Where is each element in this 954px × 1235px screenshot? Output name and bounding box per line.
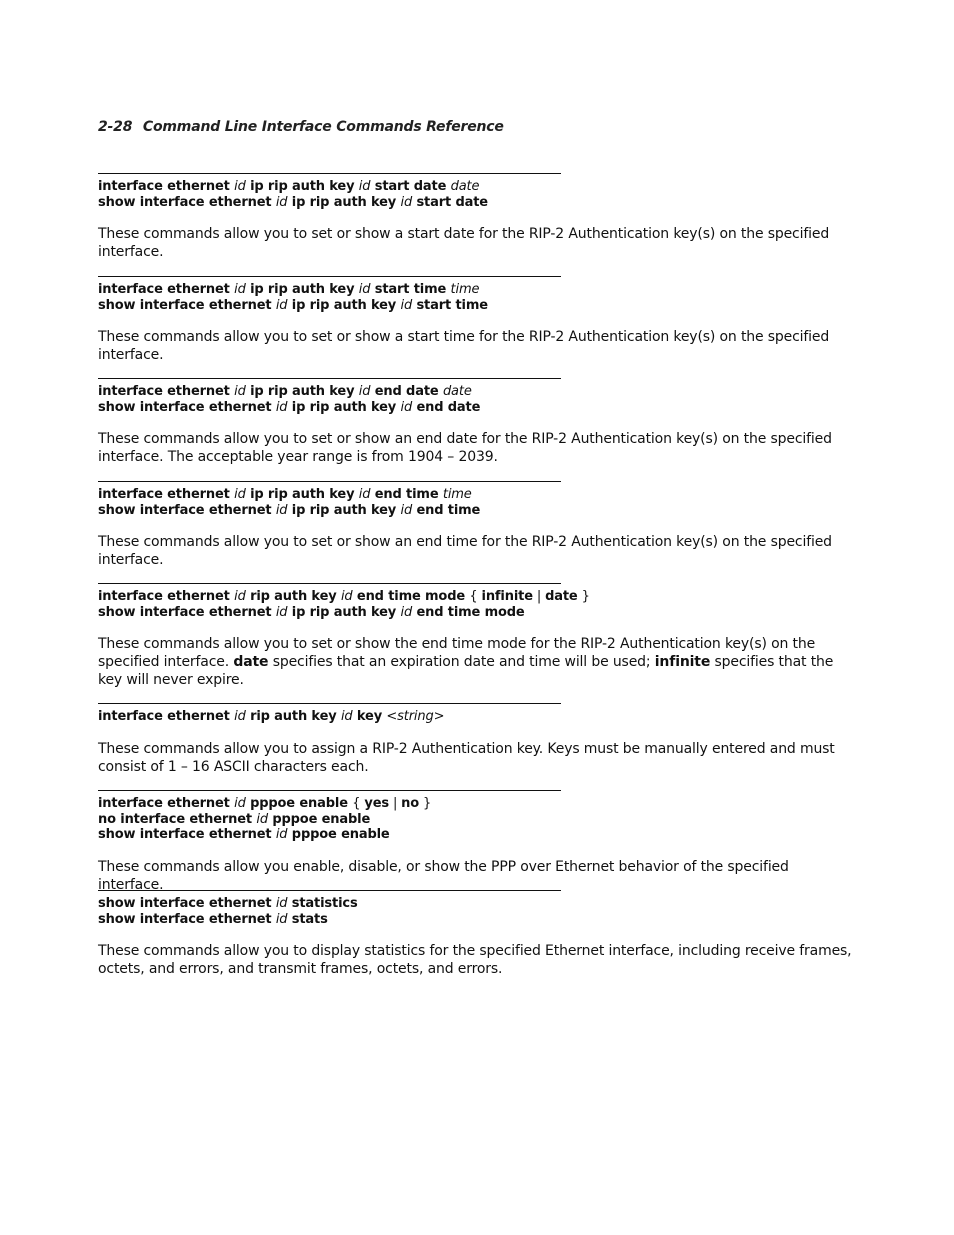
keyword-text: start time [412, 297, 488, 313]
command-line [98, 812, 858, 828]
keyword-text: interface ethernet [98, 179, 235, 194]
keyword-text: ip rip auth key [287, 604, 401, 620]
keyword-text: end time [370, 487, 443, 502]
command-syntax [98, 179, 858, 210]
keyword-text: ip rip auth key [287, 502, 401, 518]
command-description [98, 430, 858, 466]
keyword-text: show interface ethernet [98, 297, 276, 313]
keyword-text: ip rip auth key [245, 487, 359, 502]
command-entry [98, 276, 858, 364]
command-entry [98, 378, 858, 466]
keyword-text: interface ethernet [98, 796, 235, 811]
body-text: These commands allow you to assign a RIP-2 Authentication key. Keys must be manually entered and must consist of 1 – 16 ASCII characters each. [98, 740, 835, 775]
keyword-text: date [233, 654, 269, 671]
command-entry [98, 790, 858, 894]
parameter-text: id [400, 194, 413, 210]
parameter-text: id [358, 179, 371, 194]
parameter-text: id [234, 384, 246, 399]
punctuation-text: } [419, 796, 432, 811]
section-rule [98, 890, 561, 891]
body-text: These commands allow you enable, disable, or show the PPP over Ethernet behavior of the specified interface. [98, 858, 789, 893]
keyword-text: start date [412, 194, 488, 210]
parameter-text: date [450, 179, 480, 194]
command-line [98, 796, 858, 812]
keyword-text: pppoe enable [287, 827, 390, 843]
parameter-text: time [450, 282, 480, 297]
punctuation-text: | [388, 796, 402, 811]
command-line [98, 179, 858, 195]
keyword-text: ip rip auth key [245, 282, 359, 297]
keyword-text: interface ethernet [98, 589, 235, 604]
section-rule [98, 583, 561, 584]
parameter-text: id [358, 487, 371, 502]
command-entry [98, 703, 858, 776]
command-entry [98, 583, 858, 689]
parameter-text: id [234, 487, 246, 502]
parameter-text: id [234, 709, 246, 724]
parameter-text: id [275, 194, 288, 210]
keyword-text: end date [412, 399, 481, 415]
command-syntax [98, 282, 858, 313]
body-text: These commands allow you to display statistics for the specified Ethernet interface, including receive frames, octets, and errors, and transmit frames, octets, and errors. [98, 943, 852, 978]
command-line [98, 827, 858, 843]
command-line [98, 709, 858, 725]
body-text: These commands allow you to set or show a start time for the RIP-2 Authentication key(s) on the specified interface. [98, 329, 830, 364]
keyword-text: interface ethernet [98, 384, 235, 399]
keyword-text: infinite [654, 654, 711, 671]
parameter-text: id [275, 604, 288, 620]
command-line [98, 384, 858, 400]
keyword-text: pppoe enable [267, 811, 371, 827]
keyword-text: infinite [481, 589, 533, 604]
parameter-text: date [442, 384, 472, 399]
keyword-text: interface ethernet [98, 282, 235, 297]
keyword-text: ip rip auth key [287, 194, 401, 210]
command-line [98, 503, 858, 519]
command-syntax [98, 487, 858, 518]
parameter-text: id [358, 384, 371, 399]
section-rule [98, 378, 561, 379]
parameter-text: id [400, 399, 413, 415]
command-entry [98, 890, 858, 978]
punctuation-text: { [469, 589, 482, 604]
command-line [98, 400, 858, 416]
parameter-text: id [275, 297, 288, 313]
keyword-text: show interface ethernet [98, 604, 276, 620]
command-description [98, 635, 858, 689]
parameter-text: id [275, 911, 288, 927]
page-running-title: Command Line Interface Commands Reference [142, 119, 504, 135]
parameter-text: id [400, 604, 413, 620]
keyword-text: end date [370, 384, 443, 399]
section-rule [98, 173, 561, 174]
parameter-text: string [397, 709, 434, 724]
keyword-text: rip auth key [245, 709, 341, 724]
body-text: specifies that an expiration date and time will be used; [268, 654, 655, 671]
keyword-text: ip rip auth key [245, 384, 359, 399]
punctuation-text: < [386, 709, 398, 724]
command-line [98, 912, 858, 928]
command-syntax [98, 709, 858, 725]
punctuation-text: > [433, 709, 445, 724]
section-rule [98, 481, 561, 482]
keyword-text: ip rip auth key [287, 297, 401, 313]
keyword-text: key [352, 709, 387, 724]
keyword-text: ip rip auth key [287, 399, 401, 415]
keyword-text: pppoe enable [245, 796, 353, 811]
command-syntax [98, 896, 858, 927]
command-description [98, 858, 858, 894]
command-description [98, 225, 858, 261]
keyword-text: show interface ethernet [98, 827, 276, 843]
keyword-text: statistics [287, 896, 358, 911]
command-line [98, 605, 858, 621]
keyword-text: rip auth key [245, 589, 341, 604]
section-rule [98, 703, 561, 704]
parameter-text: id [275, 502, 288, 518]
command-line [98, 282, 858, 298]
keyword-text: stats [287, 911, 328, 927]
keyword-text: yes [364, 796, 389, 811]
parameter-text: id [275, 896, 288, 911]
command-line [98, 298, 858, 314]
keyword-text: interface ethernet [98, 487, 235, 502]
parameter-text: id [340, 589, 353, 604]
parameter-text: id [400, 502, 413, 518]
body-text: These commands allow you to set or show an end time for the RIP-2 Authentication key(s) on the specified interface. [98, 534, 832, 569]
command-line [98, 195, 858, 211]
page-header [98, 119, 504, 135]
command-description [98, 328, 858, 364]
parameter-text: id [234, 282, 246, 297]
command-line [98, 589, 858, 605]
keyword-text: interface ethernet [98, 709, 235, 724]
punctuation-text: { [352, 796, 365, 811]
keyword-text: show interface ethernet [98, 194, 276, 210]
command-description [98, 533, 858, 569]
parameter-text: id [358, 282, 371, 297]
parameter-text: id [234, 179, 246, 194]
keyword-text: show interface ethernet [98, 896, 276, 911]
parameter-text: id [275, 399, 288, 415]
keyword-text: date [545, 589, 578, 604]
command-entry [98, 481, 858, 569]
keyword-text: start time [370, 282, 451, 297]
keyword-text: no [401, 796, 420, 811]
keyword-text: show interface ethernet [98, 911, 276, 927]
command-description [98, 740, 858, 776]
parameter-text: id [234, 796, 246, 811]
command-syntax [98, 384, 858, 415]
command-line [98, 896, 858, 912]
keyword-text: end time mode [412, 604, 525, 620]
section-rule [98, 276, 561, 277]
body-text: These commands allow you to set or show an end date for the RIP-2 Authentication key(s) on the specified interface. The acceptable year range is from 1904 – 2039. [98, 431, 832, 466]
keyword-text: show interface ethernet [98, 399, 276, 415]
command-syntax [98, 589, 858, 620]
section-rule [98, 790, 561, 791]
parameter-text: id [340, 709, 353, 724]
body-text: specifies that the key will never expire. [98, 654, 834, 689]
page-number: 2-28 [98, 119, 133, 135]
body-text: These commands allow you to set or show a start date for the RIP-2 Authentication key(s) on the specified interface. [98, 226, 830, 261]
parameter-text: id [234, 589, 246, 604]
parameter-text: id [256, 811, 268, 827]
punctuation-text: } [577, 589, 590, 604]
body-text: These commands allow you to set or show the end time mode for the RIP-2 Authentication key(s) on the specified interface. [98, 636, 816, 671]
keyword-text: ip rip auth key [245, 179, 359, 194]
parameter-text: id [275, 827, 288, 843]
keyword-text: show interface ethernet [98, 502, 276, 518]
keyword-text: no interface ethernet [98, 811, 257, 827]
keyword-text: end time mode [352, 589, 470, 604]
command-entry [98, 173, 858, 261]
punctuation-text: | [532, 589, 546, 604]
parameter-text: id [400, 297, 413, 313]
keyword-text: start date [370, 179, 451, 194]
command-description [98, 942, 858, 978]
command-syntax [98, 796, 858, 843]
parameter-text: time [442, 487, 472, 502]
keyword-text: end time [412, 502, 481, 518]
command-line [98, 487, 858, 503]
